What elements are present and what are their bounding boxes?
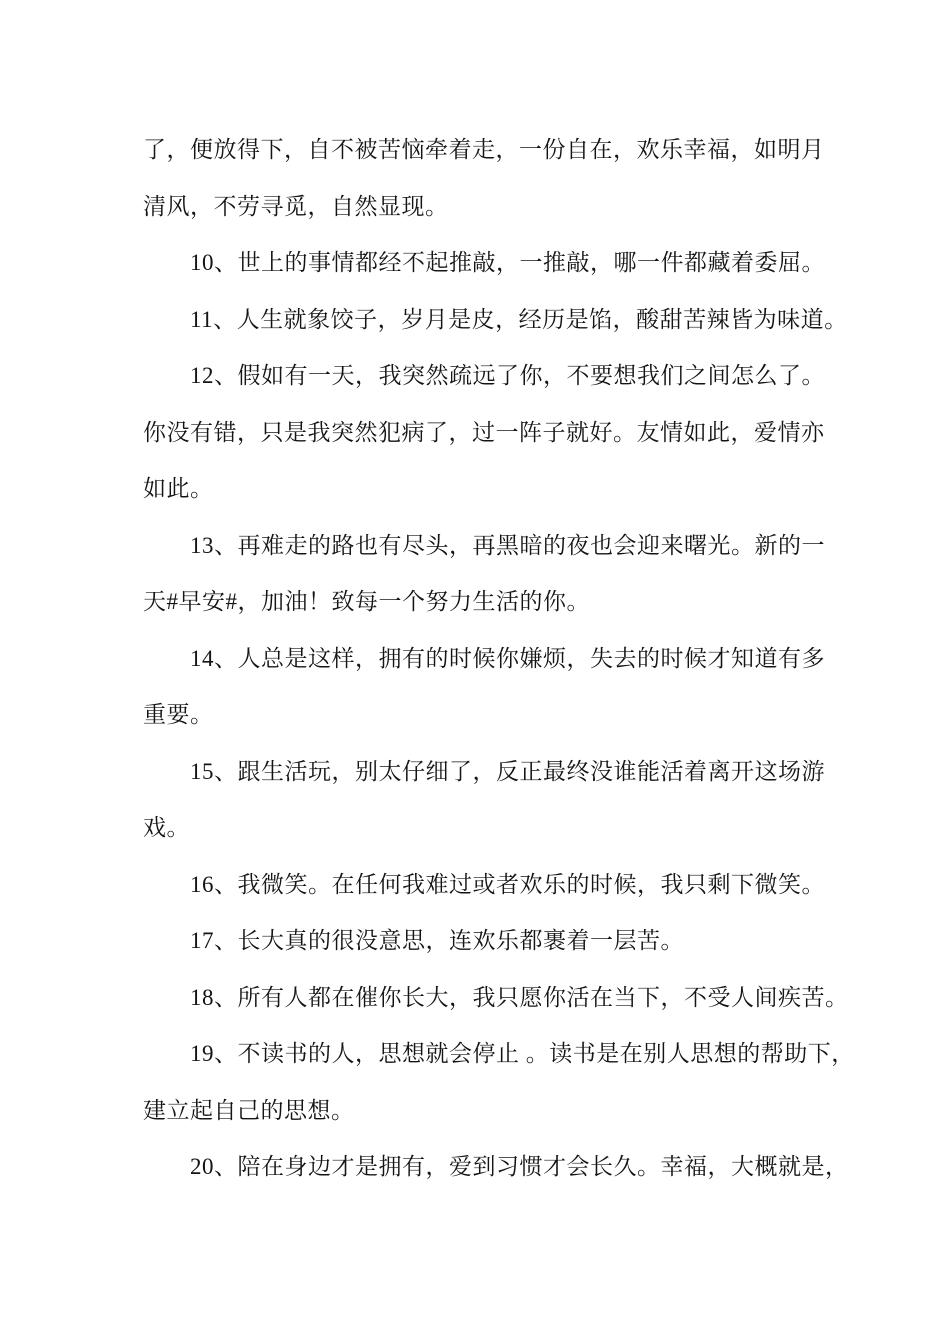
text-line: 17、长大真的很没意思，连欢乐都裹着一层苦。 (190, 928, 684, 953)
text-line: 13、再难走的路也有尽头，再黑暗的夜也会迎来曙光。新的一 (190, 532, 825, 558)
text-line: 如此。 (143, 476, 214, 501)
paragraph (143, 235, 825, 292)
text-line: 重要。 (143, 702, 214, 727)
text-line: 11、人生就象饺子，岁月是皮，经历是馅，酸甜苦辣皆为味道。 (190, 306, 848, 332)
text-line: 15、跟生活玩，别太仔细了，反正最终没谁能活着离开这场游 (190, 758, 825, 784)
paragraph (143, 970, 849, 1027)
paragraph (143, 1026, 855, 1139)
paragraph (143, 348, 825, 518)
paragraph (143, 857, 825, 914)
paragraph (143, 913, 812, 970)
text-line: 12、假如有一天，我突然疏远了你，不要想我们之间怎么了。 (190, 363, 825, 388)
paragraph (143, 518, 825, 631)
paragraph (143, 1139, 849, 1196)
text-line: 建立起自己的思想。 (143, 1097, 355, 1123)
text-line: 18、所有人都在催你长大，我只愿你活在当下，不受人间疾苦。 (190, 984, 849, 1010)
text-line: 了，便放得下，自不被苦恼牵着走，一份自在，欢乐幸福，如明月 (143, 137, 825, 162)
text-line: 20、陪在身边才是拥有，爱到习惯才会长久。幸福，大概就是， (190, 1154, 849, 1179)
text-line: 10、世上的事情都经不起推敲，一推敲，哪一件都藏着委屈。 (190, 250, 825, 275)
text-line: 16、我微笑。在任何我难过或者欢乐的时候，我只剩下微笑。 (190, 871, 825, 897)
text-line: 14、人总是这样，拥有的时候你嫌烦，失去的时候才知道有多 (190, 645, 825, 671)
paragraph (143, 122, 825, 235)
paragraph (143, 744, 825, 857)
paragraph (143, 292, 848, 349)
text-line: 戏。 (143, 815, 190, 840)
paragraph (143, 631, 825, 744)
text-line: 天#早安#，加油！致每一个努力生活的你。 (143, 589, 590, 614)
text-line: 你没有错，只是我突然犯病了，过一阵子就好。友情如此，爱情亦 (143, 419, 825, 445)
text-line: 19、不读书的人，思想就会停止 。读书是在别人思想的帮助下， (190, 1041, 855, 1066)
text-line: 清风，不劳寻觅，自然显现。 (143, 193, 449, 219)
